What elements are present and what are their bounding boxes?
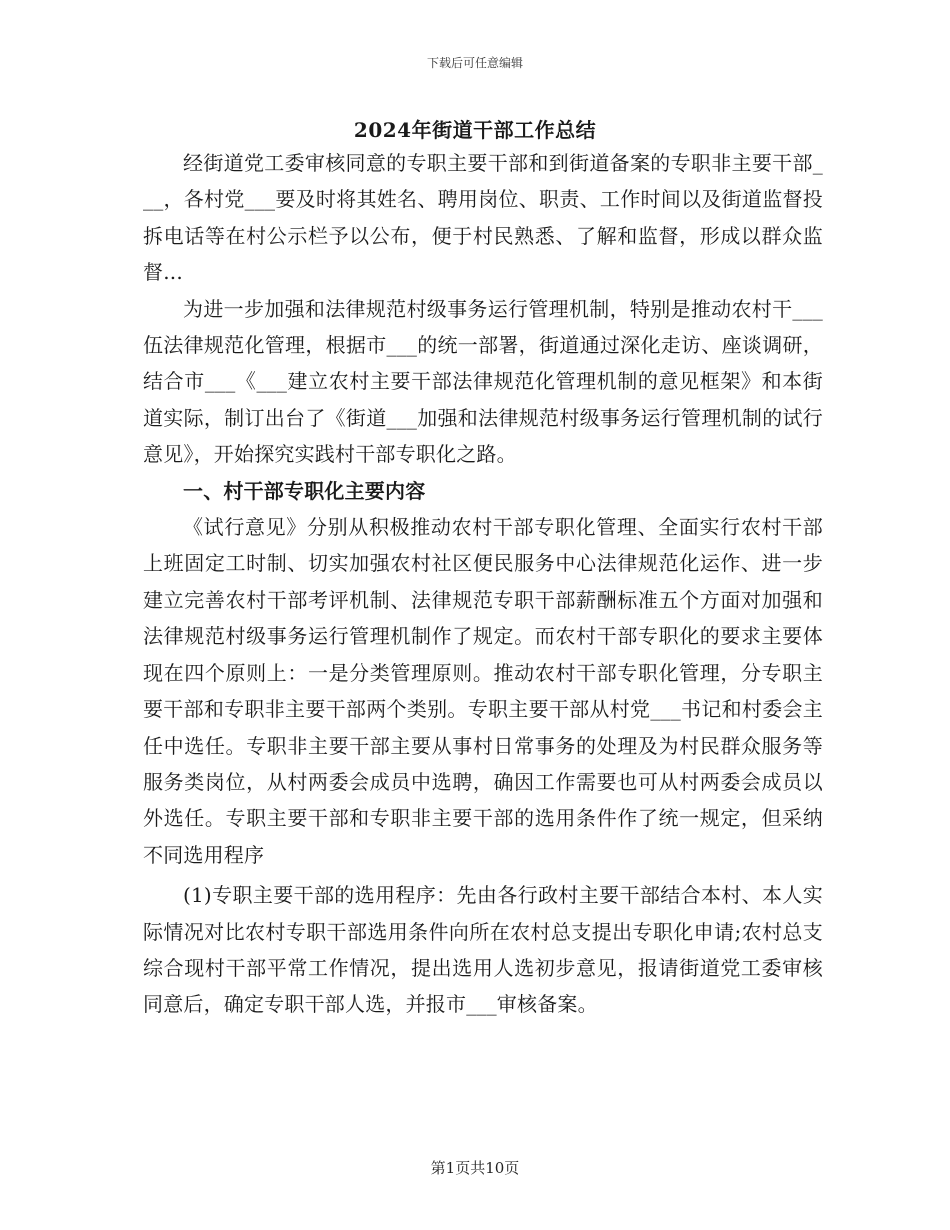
document-body	[143, 145, 823, 1023]
section-heading: 一、村干部专职化主要内容	[183, 478, 426, 503]
paragraph-3: 《试行意见》分别从积极推动农村干部专职化管理、全面实行农村干部上班固定工时制、切实加强农村社区便民服务中心法律规范化运作、进一步建立完善农村干部考评机制、法律规范专职干部薪酬标准五个方面对加强和法律规范村级事务运行管理机制作了规定。而农村干部专职化的要求主要体现在四个原则上：一是分类管理原则。推动农村干部专职化管理，分专职主要干部和专职非主要干部两个类别。专职主要干部从村党___书记和村委会主任中选任。专职非主要干部主要从事村日常事务的处理及为村民群众服务等服务类岗位，从村两委会成员中选聘，确因工作需要也可从村两委会成员以外选任。专职主要干部和专职非主要干部的选用条件作了统一规定，但采纳不同选用程序	[143, 515, 823, 867]
document-title: 2024年街道干部工作总结	[353, 118, 597, 142]
paragraph-1: 经街道党工委审核同意的专职主要干部和到街道备案的专职非主要干部___，各村党___要及时将其姓名、聘用岗位、职责、工作时间以及街道监督投拆电话等在村公示栏予以公布，便于村民熟悉、了解和监督，形成以群众监督...	[143, 151, 823, 285]
header-note: 下载后可任意编辑	[426, 56, 523, 70]
page-footer: 第1页共10页	[430, 1159, 520, 1177]
paragraph-2: 为进一步加强和法律规范村级事务运行管理机制，特别是推动农村干___伍法律规范化管理，根据市___的统一部署，街道通过深化走访、座谈调研，结合市___《___建立农村主要干部法律规范化管理机制的意见框架》和本街道实际，制订出台了《街道___加强和法律规范村级事务运行管理机制的试行意见》，开始探究实践村干部专职化之路。	[143, 296, 823, 467]
paragraph-4: (1)专职主要干部的选用程序：先由各行政村主要干部结合本村、本人实际情况对比农村专职干部选用条件向所在农村总支提出专职化申请;农村总支综合现村干部平常工作情况，提出选用人选初步意见，报请街道党工委审核同意后，确定专职干部人选，并报市___审核备案。	[143, 883, 823, 1017]
